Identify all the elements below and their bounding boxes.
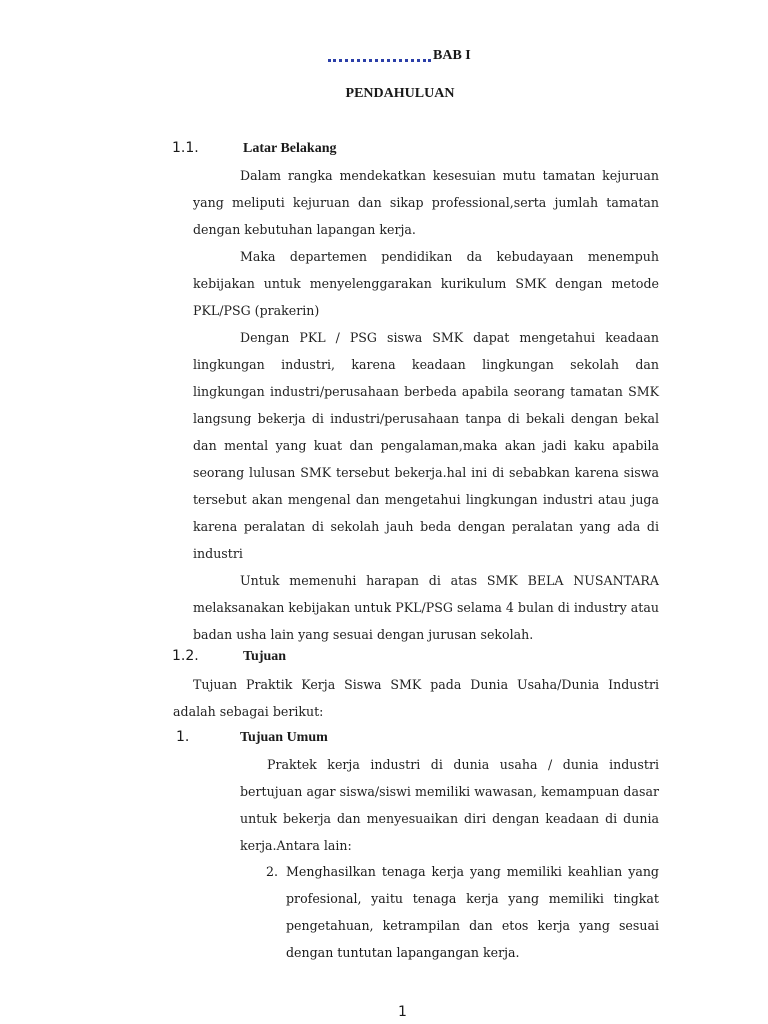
dotted-leader: [328, 55, 431, 62]
list-item-text: Menghasilkan tenaga kerja yang memiliki keahlian yang profesional, yaitu tenaga kerja yang memiliki tingkat pengetahuan, ketrampilan dan etos kerja yang sesuai dengan tuntutan lapangangan kerja.: [286, 864, 659, 960]
page-number: 1: [398, 1004, 407, 1020]
paragraph: Dengan PKL / PSG siswa SMK dapat mengetahui keadaan lingkungan industri, karena keadaan lingkungan sekolah dan lingkungan industri/perusahaan berbeda apabila seorang tamatan SMK langsung bekerja di industri/perusahaan tanpa di bekali dengan bekal dan mental yang kuat dan pengalaman,maka akan jadi kaku apabila seorang lulusan SMK tersebut bekerja.hal ini di sebabkan karena siswa tersebut akan mengenal dan mengetahui lingkungan industri atau juga karena peralatan di sekolah jauh beda dengan peralatan yang ada di industri: [193, 330, 659, 561]
paragraph: Praktek kerja industri di dunia usaha / dunia industri bertujuan agar siswa/siswi memiliki wawasan, kemampuan dasar untuk bekerja dan menyesuaikan diri dengan keadaan di dunia kerja.Antara lain:: [240, 757, 659, 853]
chapter-title: PENDAHULUAN: [345, 86, 455, 101]
section-1-body: [193, 162, 659, 648]
subsection-heading: Tujuan Umum: [240, 730, 328, 745]
subsection-body: [240, 751, 659, 859]
paragraph: Dalam rangka mendekatkan kesesuian mutu tamatan kejuruan yang meliputi kejuruan dan sikap professional,serta jumlah tamatan dengan kebutuhan lapangan kerja.: [193, 168, 659, 237]
paragraph: Untuk memenuhi harapan di atas SMK BELA NUSANTARA melaksanakan kebijakan untuk PKL/PSG selama 4 bulan di industry atau badan usha lain yang sesuai dengan jurusan sekolah.: [193, 573, 659, 642]
section-heading: Latar Belakang: [243, 141, 337, 156]
subsection-number: 1.: [176, 729, 190, 745]
paragraph: Maka departemen pendidikan da kebudayaan menempuh kebijakan untuk menyelenggarakan kurikulum SMK dengan metode PKL/PSG (prakerin): [193, 249, 659, 318]
paragraph: Tujuan Praktik Kerja Siswa SMK pada Dunia Usaha/Dunia Industri adalah sebagai berikut:: [173, 677, 659, 719]
list-item-number: 2.: [266, 864, 279, 879]
chapter-label: BAB I: [433, 48, 471, 63]
chapter-heading: [328, 48, 471, 64]
section-number: 1.2.: [172, 648, 199, 664]
section-2-intro: [173, 671, 659, 725]
section-heading: Tujuan: [243, 649, 287, 664]
section-number: 1.1.: [172, 140, 199, 156]
